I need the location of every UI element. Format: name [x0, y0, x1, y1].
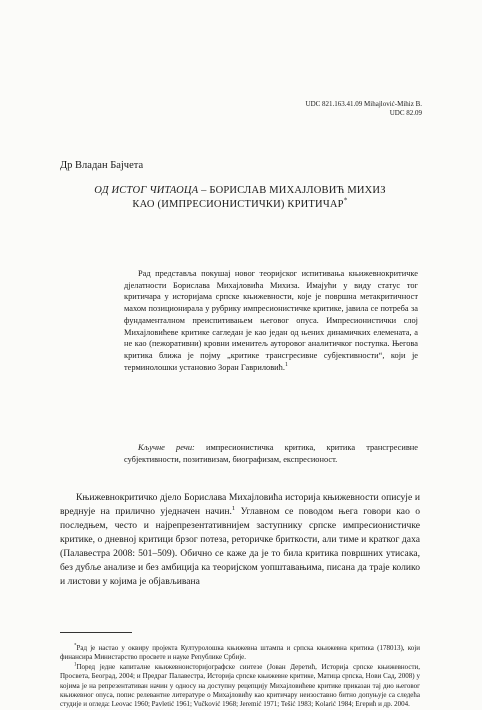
- title-part: КАО (ИМПРЕСИОНИСТИЧКИ) КРИТИЧАР: [132, 199, 344, 210]
- footnote-divider: [60, 632, 132, 633]
- footnote-mark: 1: [74, 662, 77, 668]
- abstract-text: Рад представља покушај новог теоријског испитивања књижевнокритичке дјелатности Борислава Михајловића Михиза. Имајући у виду статус тог критичара у историјама српске књижевности, које је површна метакритичност махом позиционирала у рубрику импресионистичке критике, јавила се потреба за фундаменталном преиспитивањем његовог опуса. Импресионистички слој Михајловићеве критике сагледан је као један од њених динамичких елемената, а не као (пежоративни) кровни именитељ ауторовог аналитичког поступка. Његова критика ближа је појму „критике трансгресивне субјективности“, који је терминолошки установио Зоран Гавриловић.: [124, 269, 418, 372]
- footnote-text: Рад је настао у оквиру пројекта Културолошка књижевна штампа и српска књижевна критика (178013), који финансира Министарство просвете и науке Републике Србије.: [60, 644, 420, 662]
- abstract: [124, 268, 418, 373]
- keywords-label: Кључне речи:: [138, 443, 195, 452]
- body-paragraph: [60, 491, 420, 589]
- title-part: – БОРИСЛАВ МИХАЈЛОВИЋ МИХИЗ: [198, 185, 386, 196]
- keywords-text: импресионистичка критика, критика трансгресивне субјективности, позитивизам, биографизам, експресионост.: [124, 443, 418, 464]
- body-text: [60, 491, 420, 589]
- footnote: [60, 644, 420, 663]
- footnote: [60, 663, 420, 710]
- title-footnote-mark: *: [343, 195, 348, 205]
- keywords: [124, 442, 418, 465]
- udc-line: UDC 82.09: [389, 109, 422, 117]
- footnote-mark: *: [74, 643, 77, 649]
- body-text-start: Књижевнокритичко дјело Борислава Михајловића историја књижевности описује и вреднује на прилично уједначен начин.: [60, 492, 420, 517]
- title-line-2: [60, 195, 420, 212]
- title-line-1: [60, 184, 420, 198]
- udc-line: UDC 821.163.41.09 Mihajlović-Mihiz B.: [305, 100, 422, 108]
- footnote-text: Поред једне капиталне књижевноисторијографске синтезе (Јован Деретић, Историја српске књижевности, Просвета, Београд, 2004; и Предраг Палавестра, Историја српске књижевне критике, Матица српска, Нови Сад, 2008) у којима је на репрезентативан начин у односу на доступну рецепцију Михајловићеве критике приказан тај дио његовог књижевног опуса, попис релевантне литературе о Михајловићу као критичару неизоставно битно допуњује са следећа студије и огледа: Leovac 1960; Pavletić 1961; Vučković 1968; Jeremić 1971; Tešić 1983; Kolarić 1984; Егерић и др. 2004.: [60, 662, 420, 709]
- udc-classification: [222, 100, 422, 118]
- abstract-paragraph: [124, 268, 418, 373]
- abstract-footnote-ref: 1: [284, 361, 288, 368]
- author-name: Др Владан Бајчета: [60, 160, 144, 171]
- body-footnote-ref: 1: [231, 504, 236, 512]
- title-part-italic: ОД ИСТОГ ЧИТАОЦА: [94, 185, 199, 196]
- body-text-continued: Углавном се поводом њега говори као о последњем, често и најрепрезентативнијем заступнику српске импресионистичке критике, о дневној критици брзог потеза, реторичке бриткости, али тиме и кратког даха (Палавестра 2008: 501–509). Обично се каже да је то била критика површних утисака, без дубље анализе и без амбиција ка теоријском уопштавањима, писана да траје колико и листови у којима је објављивана: [60, 506, 421, 587]
- article-title: [60, 184, 420, 212]
